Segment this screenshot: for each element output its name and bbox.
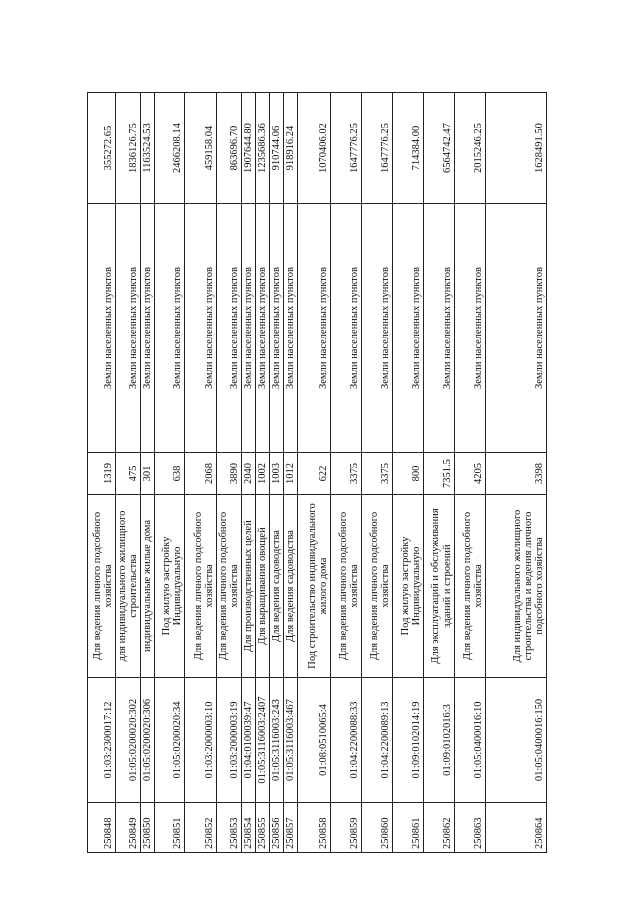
table-row (424, 93, 454, 853)
cell-cadastral-number: 01:03:2300017:12 (88, 678, 116, 803)
table-row (454, 93, 485, 853)
cell-number: 250861 (393, 803, 424, 853)
cell-land-category: Земли населенных пунктов (393, 204, 424, 453)
cell-area: 3398 (485, 453, 546, 495)
cell-number: 250851 (155, 803, 185, 853)
cell-number: 250863 (454, 803, 485, 853)
cell-land-category: Земли населенных пунктов (283, 204, 297, 453)
cell-cadastral-value: 1235686.36 (255, 93, 269, 204)
cell-area: 475 (116, 453, 141, 495)
cell-area: 1012 (283, 453, 297, 495)
cell-area: 638 (155, 453, 185, 495)
cell-cadastral-number: 01:03:2000003:10 (185, 678, 216, 803)
table-row (116, 93, 141, 853)
cell-land-category: Земли населенных пунктов (297, 204, 330, 453)
cell-permitted-use: для индивидуального жилищного строительства (116, 495, 141, 678)
cell-number: 250857 (283, 803, 297, 853)
cell-permitted-use: Под строительство индивидуального жилого дома (297, 495, 330, 678)
cell-permitted-use: Под жилую застройку Индивидуальную (155, 495, 185, 678)
cell-land-category: Земли населенных пунктов (269, 204, 283, 453)
cell-cadastral-number: 01:05:0200020:306 (141, 678, 155, 803)
cell-number: 250859 (331, 803, 362, 853)
cell-number: 250858 (297, 803, 330, 853)
cell-cadastral-value: 459158.04 (185, 93, 216, 204)
cell-cadastral-number: 01:03:2000003:19 (216, 678, 241, 803)
cell-cadastral-number: 01:09:0102014:19 (393, 678, 424, 803)
cell-cadastral-value: 863696.70 (216, 93, 241, 204)
cell-cadastral-value: 714384.00 (393, 93, 424, 204)
table-body (88, 93, 547, 853)
cell-number: 250853 (216, 803, 241, 853)
cell-area: 2068 (185, 453, 216, 495)
cell-cadastral-number: 01:05:0400016:150 (485, 678, 546, 803)
cell-number: 250852 (185, 803, 216, 853)
cell-cadastral-value: 1628491.50 (485, 93, 546, 204)
cell-cadastral-number: 01:05:0400016:10 (454, 678, 485, 803)
cell-area: 301 (141, 453, 155, 495)
cell-area: 1003 (269, 453, 283, 495)
table-row (141, 93, 155, 853)
cell-area: 1002 (255, 453, 269, 495)
cell-land-category: Земли населенных пунктов (362, 204, 393, 453)
cell-cadastral-number: 01:05:3116003:467 (283, 678, 297, 803)
table-row (393, 93, 424, 853)
cell-cadastral-number: 01:04:0100039:47 (241, 678, 255, 803)
cell-cadastral-number: 01:04:2200089:13 (362, 678, 393, 803)
cell-cadastral-value: 1647776.25 (362, 93, 393, 204)
table-row (362, 93, 393, 853)
cell-area: 800 (393, 453, 424, 495)
cell-permitted-use: Под жилую застройку Индивидуальную (393, 495, 424, 678)
cell-land-category: Земли населенных пунктов (331, 204, 362, 453)
cell-area: 4205 (454, 453, 485, 495)
table-row (269, 93, 283, 853)
cell-land-category: Земли населенных пунктов (424, 204, 454, 453)
cell-permitted-use: Для ведения личного подсобного хозяйства (88, 495, 116, 678)
cell-area: 7351.5 (424, 453, 454, 495)
cell-permitted-use: Для ведения садоводства (269, 495, 283, 678)
cell-cadastral-value: 910744.06 (269, 93, 283, 204)
table-row (241, 93, 255, 853)
cell-cadastral-number: 01:08:0510065:4 (297, 678, 330, 803)
cell-area: 2040 (241, 453, 255, 495)
cell-cadastral-number: 01:05:0200020:34 (155, 678, 185, 803)
cell-cadastral-value: 355272.65 (88, 93, 116, 204)
cell-number: 250855 (255, 803, 269, 853)
cell-number: 250864 (485, 803, 546, 853)
table-row (185, 93, 216, 853)
table-row (485, 93, 546, 853)
rotated-document-page (87, 93, 547, 853)
cell-cadastral-number: 01:05:3116003:243 (269, 678, 283, 803)
cell-permitted-use: Для эксплуатаций и обслуживания зданий и строений (424, 495, 454, 678)
cell-land-category: Земли населенных пунктов (155, 204, 185, 453)
table-row (88, 93, 116, 853)
table-row (297, 93, 330, 853)
cell-number: 250848 (88, 803, 116, 853)
cell-land-category: Земли населенных пунктов (141, 204, 155, 453)
cell-permitted-use: Для производственных целей (241, 495, 255, 678)
cell-cadastral-value: 1836126.75 (116, 93, 141, 204)
table-row (255, 93, 269, 853)
cell-land-category: Земли населенных пунктов (454, 204, 485, 453)
cell-cadastral-value: 1647776.25 (331, 93, 362, 204)
cell-cadastral-number: 01:09:0102016:3 (424, 678, 454, 803)
cell-cadastral-value: 2015246.25 (454, 93, 485, 204)
cell-land-category: Земли населенных пунктов (88, 204, 116, 453)
cell-number: 250856 (269, 803, 283, 853)
cell-number: 250849 (116, 803, 141, 853)
cell-area: 3375 (362, 453, 393, 495)
cell-number: 250850 (141, 803, 155, 853)
cell-permitted-use: индивидуальные жилые дома (141, 495, 155, 678)
cell-permitted-use: Для ведения садоводства (283, 495, 297, 678)
cell-permitted-use: Для ведения личного подсобного хозяйства (216, 495, 241, 678)
cell-permitted-use: Для ведения личного подсобного хозяйства (185, 495, 216, 678)
cell-cadastral-number: 01:04:2200088:33 (331, 678, 362, 803)
cell-area: 622 (297, 453, 330, 495)
cell-land-category: Земли населенных пунктов (485, 204, 546, 453)
cell-permitted-use: Для выращивания овощей (255, 495, 269, 678)
cell-number: 250854 (241, 803, 255, 853)
cell-area: 3890 (216, 453, 241, 495)
cell-land-category: Земли населенных пунктов (185, 204, 216, 453)
cell-land-category: Земли населенных пунктов (255, 204, 269, 453)
cell-cadastral-number: 01:05:3116003:2407 (255, 678, 269, 803)
table-row (331, 93, 362, 853)
cell-permitted-use: Для ведения личного подсобного хозяйства (331, 495, 362, 678)
cell-land-category: Земли населенных пунктов (241, 204, 255, 453)
land-plots-table (87, 92, 547, 853)
cell-permitted-use: Для ведения личного подсобного хозяйства (454, 495, 485, 678)
cell-cadastral-value: 1070406.02 (297, 93, 330, 204)
cell-cadastral-number: 01:05:0200020:302 (116, 678, 141, 803)
cell-area: 1319 (88, 453, 116, 495)
cell-area: 3375 (331, 453, 362, 495)
cell-permitted-use: Для индивидуального жилищного строительства и ведения личного подсобного хозяйства (485, 495, 546, 678)
table-row (155, 93, 185, 853)
cell-cadastral-value: 6564742.47 (424, 93, 454, 204)
cell-permitted-use: Для ведения личного подсобного хозяйства (362, 495, 393, 678)
cell-number: 250860 (362, 803, 393, 853)
cell-number: 250862 (424, 803, 454, 853)
cell-cadastral-value: 1163524.53 (141, 93, 155, 204)
cell-cadastral-value: 1907644.80 (241, 93, 255, 204)
cell-land-category: Земли населенных пунктов (216, 204, 241, 453)
table-row (216, 93, 241, 853)
table-row (283, 93, 297, 853)
cell-land-category: Земли населенных пунктов (116, 204, 141, 453)
cell-cadastral-value: 918916.24 (283, 93, 297, 204)
cell-cadastral-value: 2466208.14 (155, 93, 185, 204)
